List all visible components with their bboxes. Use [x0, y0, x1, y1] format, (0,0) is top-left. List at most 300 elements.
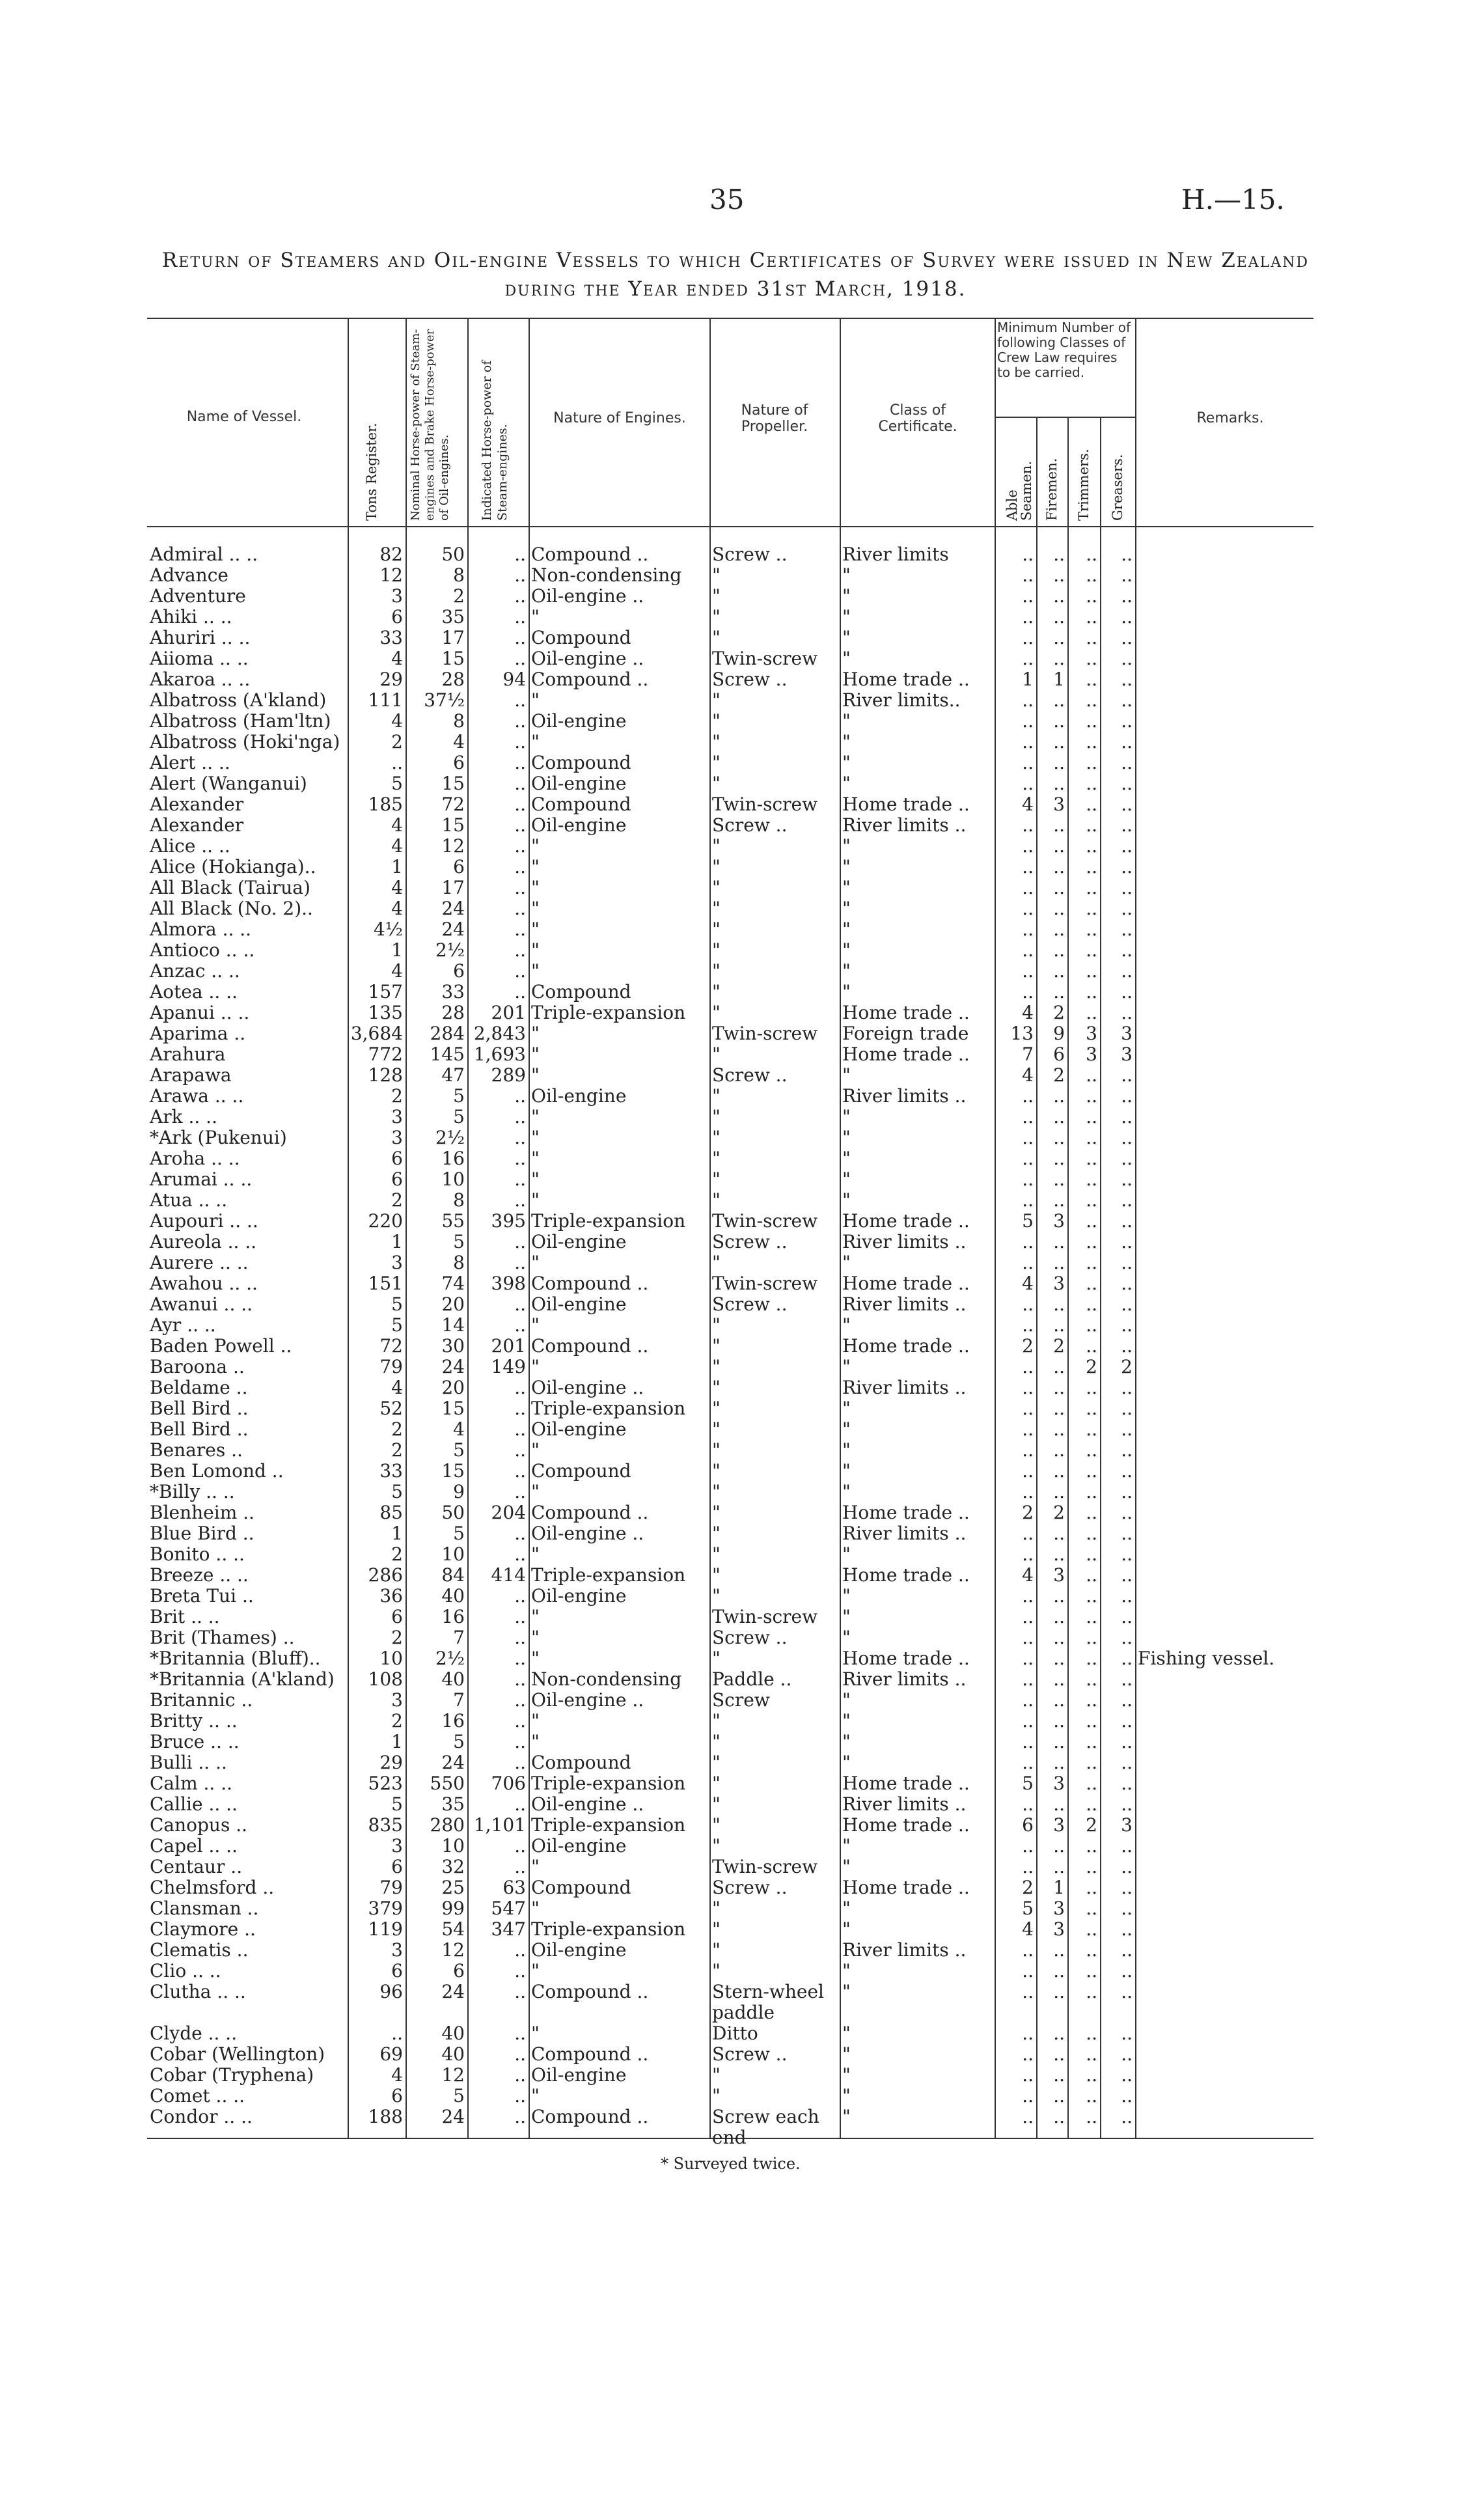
tons-register: 2: [391, 1419, 403, 1440]
nature-of-engines: Triple-expansion: [531, 1398, 686, 1419]
remarks: [1135, 1586, 1313, 1607]
firemen: ..: [1053, 1398, 1065, 1419]
table-row: [147, 919, 1313, 940]
table-row: [147, 1294, 1313, 1315]
nominal-horse-power: 40: [441, 1586, 465, 1607]
firemen: ..: [1053, 961, 1065, 982]
nominal-horse-power: 30: [441, 1336, 465, 1357]
header-name-of-vessel: Name of Vessel.: [186, 409, 302, 425]
indicated-horse-power: ..: [514, 2023, 526, 2044]
nature-of-propeller: ": [712, 1377, 721, 1398]
nature-of-engines: ": [531, 1607, 540, 1627]
nature-of-propeller: Screw ..: [712, 815, 788, 836]
greasers: ..: [1121, 1148, 1133, 1169]
nominal-horse-power: 15: [441, 648, 465, 669]
indicated-horse-power: ..: [514, 607, 526, 628]
table-row: [147, 1315, 1313, 1336]
indicated-horse-power: 201: [491, 1336, 526, 1357]
nature-of-engines: ": [531, 1857, 540, 1877]
able-seamen: ..: [1022, 690, 1034, 711]
tons-register: 29: [379, 669, 403, 690]
class-of-certificate: ": [842, 919, 851, 940]
trimmers: ..: [1086, 1919, 1097, 1940]
vessel-name: Aparima ..: [150, 1023, 246, 1044]
nature-of-engines: Oil-engine: [531, 1586, 627, 1607]
nominal-horse-power: 12: [441, 1940, 465, 1961]
table-row: [147, 1252, 1313, 1273]
class-of-certificate: River limits: [842, 544, 949, 565]
trimmers: ..: [1086, 2107, 1097, 2127]
tons-register: 111: [368, 690, 403, 711]
firemen: ..: [1053, 1523, 1065, 1544]
tons-register: 2: [391, 1086, 403, 1107]
tons-register: 5: [391, 1315, 403, 1336]
tons-register: 33: [379, 628, 403, 648]
tons-register: 12: [379, 565, 403, 586]
firemen: ..: [1053, 753, 1065, 773]
remarks: [1135, 1961, 1313, 1982]
document-reference: H.—15.: [1181, 184, 1285, 215]
trimmers: ..: [1086, 1732, 1097, 1752]
remarks: [1135, 1440, 1313, 1461]
nature-of-engines: Compound ..: [531, 1502, 649, 1523]
tons-register: 5: [391, 1294, 403, 1315]
remarks: [1135, 1877, 1313, 1898]
class-of-certificate: Home trade ..: [842, 1877, 970, 1898]
indicated-horse-power: ..: [514, 1690, 526, 1711]
greasers: ..: [1121, 919, 1133, 940]
vessel-name: Almora .. ..: [150, 919, 252, 940]
indicated-horse-power: ..: [514, 940, 526, 961]
trimmers: ..: [1086, 1982, 1097, 2002]
table-row: [147, 586, 1313, 607]
class-of-certificate: ": [842, 1440, 851, 1461]
nature-of-engines: ": [531, 1065, 540, 1086]
remarks: [1135, 1502, 1313, 1523]
class-of-certificate: River limits ..: [842, 1794, 967, 1815]
nature-of-propeller: ": [712, 1357, 721, 1377]
vessel-name: Chelmsford ..: [150, 1877, 275, 1898]
tons-register: 1: [391, 940, 403, 961]
firemen: ..: [1053, 1148, 1065, 1169]
nature-of-engines: ": [531, 857, 540, 877]
class-of-certificate: ": [842, 2065, 851, 2086]
nominal-horse-power: 2: [453, 586, 465, 607]
nature-of-engines: ": [531, 1148, 540, 1169]
nature-of-propeller: ": [712, 1794, 721, 1815]
indicated-horse-power: 398: [491, 1273, 526, 1294]
nominal-horse-power: 25: [441, 1877, 465, 1898]
greasers: ..: [1121, 1940, 1133, 1961]
table-row: [147, 1127, 1313, 1148]
nature-of-propeller: ": [712, 732, 721, 753]
indicated-horse-power: ..: [514, 690, 526, 711]
greasers: ..: [1121, 732, 1133, 753]
class-of-certificate: ": [842, 753, 851, 773]
class-of-certificate: Home trade ..: [842, 1815, 970, 1836]
class-of-certificate: Home trade ..: [842, 1648, 970, 1669]
tons-register: 772: [368, 1044, 403, 1065]
page-number: 35: [709, 184, 745, 215]
header-crew-group: Minimum Number of following Classes of Crew Law requires to be carried.: [997, 320, 1131, 380]
table-row: [147, 1877, 1313, 1898]
remarks: [1135, 586, 1313, 607]
class-of-certificate: ": [842, 1127, 851, 1148]
tons-register: 79: [379, 1877, 403, 1898]
trimmers: ..: [1086, 1398, 1097, 1419]
nature-of-propeller: ": [712, 1398, 721, 1419]
able-seamen: ..: [1022, 961, 1034, 982]
nature-of-propeller: Twin-screw: [712, 1607, 818, 1627]
class-of-certificate: ": [842, 1252, 851, 1273]
nature-of-propeller: ": [712, 1648, 721, 1669]
table-title: Return of Steamers and Oil-engine Vessels to which Certificates of Survey were issued in New Zealand during the Year ended 31st March, 1918.: [161, 249, 1310, 301]
class-of-certificate: ": [842, 1190, 851, 1211]
able-seamen: ..: [1022, 544, 1034, 565]
greasers: ..: [1121, 1211, 1133, 1232]
vessel-name: Bonito .. ..: [150, 1544, 245, 1565]
indicated-horse-power: 63: [502, 1877, 526, 1898]
tons-register: 72: [379, 1336, 403, 1357]
class-of-certificate: ": [842, 1919, 851, 1940]
nature-of-propeller: ": [712, 1940, 721, 1961]
tons-register: 3: [391, 1107, 403, 1127]
indicated-horse-power: ..: [514, 1440, 526, 1461]
nature-of-engines: ": [531, 2023, 540, 2044]
table-row: [147, 794, 1313, 815]
nature-of-propeller: ": [712, 940, 721, 961]
indicated-horse-power: ..: [514, 815, 526, 836]
tons-register: 157: [368, 982, 403, 1002]
able-seamen: ..: [1022, 648, 1034, 669]
greasers: ..: [1121, 1315, 1133, 1336]
remarks: [1135, 1669, 1313, 1690]
vessel-name: Ark .. ..: [150, 1107, 217, 1127]
nature-of-engines: Oil-engine: [531, 1294, 627, 1315]
remarks: [1135, 1732, 1313, 1752]
nominal-horse-power: 15: [441, 1461, 465, 1482]
table-row: [147, 1982, 1313, 2023]
able-seamen: ..: [1022, 1294, 1034, 1315]
tons-register: 69: [379, 2044, 403, 2065]
greasers: ..: [1121, 753, 1133, 773]
firemen: ..: [1053, 919, 1065, 940]
class-of-certificate: River limits ..: [842, 815, 967, 836]
able-seamen: ..: [1022, 2107, 1034, 2127]
vessel-name: *Billy .. ..: [150, 1482, 235, 1502]
class-of-certificate: ": [842, 773, 851, 794]
able-seamen: ..: [1022, 1544, 1034, 1565]
nature-of-propeller: ": [712, 1086, 721, 1107]
table-row: [147, 1461, 1313, 1482]
trimmers: ..: [1086, 1211, 1097, 1232]
nominal-horse-power: 10: [441, 1169, 465, 1190]
class-of-certificate: River limits ..: [842, 1086, 967, 1107]
able-seamen: 5: [1022, 1773, 1034, 1794]
indicated-horse-power: ..: [514, 857, 526, 877]
nature-of-engines: Oil-engine ..: [531, 1523, 644, 1544]
nominal-horse-power: 7: [453, 1690, 465, 1711]
indicated-horse-power: 2,843: [473, 1023, 526, 1044]
nominal-horse-power: 5: [453, 1086, 465, 1107]
nature-of-propeller: ": [712, 1482, 721, 1502]
nominal-horse-power: 2½: [435, 1127, 465, 1148]
vessel-name: Baden Powell ..: [150, 1336, 292, 1357]
remarks: [1135, 1273, 1313, 1294]
greasers: ..: [1121, 982, 1133, 1002]
firemen: ..: [1053, 732, 1065, 753]
nature-of-propeller: Twin-screw: [712, 794, 818, 815]
greasers: ..: [1121, 1982, 1133, 2002]
firemen: ..: [1053, 1961, 1065, 1982]
remarks: [1135, 815, 1313, 836]
able-seamen: ..: [1022, 2023, 1034, 2044]
table-row: [147, 1190, 1313, 1211]
firemen: ..: [1053, 1857, 1065, 1877]
tons-register: 4: [391, 1377, 403, 1398]
vessel-name: Aureola .. ..: [150, 1232, 257, 1252]
tons-register: 135: [368, 1002, 403, 1023]
class-of-certificate: ": [842, 2044, 851, 2065]
nature-of-engines: Triple-expansion: [531, 1773, 686, 1794]
remarks: [1135, 1315, 1313, 1336]
header-nature-of-engines: Nature of Engines.: [553, 410, 686, 426]
vessel-name: Beldame ..: [150, 1377, 248, 1398]
nominal-horse-power: 55: [441, 1211, 465, 1232]
greasers: ..: [1121, 607, 1133, 628]
able-seamen: ..: [1022, 1752, 1034, 1773]
trimmers: ..: [1086, 1377, 1097, 1398]
table-row: [147, 1961, 1313, 1982]
nature-of-propeller: ": [712, 1836, 721, 1857]
nature-of-engines: Compound: [531, 1461, 631, 1482]
tons-register: 188: [368, 2107, 403, 2127]
indicated-horse-power: ..: [514, 1148, 526, 1169]
able-seamen: ..: [1022, 1127, 1034, 1148]
nature-of-engines: ": [531, 1044, 540, 1065]
class-of-certificate: Home trade ..: [842, 669, 970, 690]
firemen: ..: [1053, 1690, 1065, 1711]
table-row: [147, 2065, 1313, 2086]
tons-register: 286: [368, 1565, 403, 1586]
indicated-horse-power: 1,101: [473, 1815, 526, 1836]
remarks: [1135, 1544, 1313, 1565]
able-seamen: ..: [1022, 1107, 1034, 1127]
vessel-name: Albatross (Ham'ltn): [150, 711, 331, 732]
remarks: [1135, 982, 1313, 1002]
table-row: [147, 877, 1313, 898]
class-of-certificate: ": [842, 1065, 851, 1086]
indicated-horse-power: ..: [514, 1794, 526, 1815]
nature-of-engines: Compound ..: [531, 2107, 649, 2127]
nature-of-engines: Compound ..: [531, 1273, 649, 1294]
greasers: ..: [1121, 1898, 1133, 1919]
nature-of-propeller: ": [712, 773, 721, 794]
class-of-certificate: ": [842, 1148, 851, 1169]
class-of-certificate: ": [842, 1398, 851, 1419]
nature-of-propeller: ": [712, 1502, 721, 1523]
able-seamen: ..: [1022, 2065, 1034, 2086]
table-row: [147, 669, 1313, 690]
trimmers: ..: [1086, 1273, 1097, 1294]
table-row: [147, 857, 1313, 877]
nature-of-engines: Oil-engine: [531, 1419, 627, 1440]
nature-of-engines: Oil-engine: [531, 1086, 627, 1107]
nature-of-engines: Triple-expansion: [531, 1919, 686, 1940]
header-trimmers: Trimmers.: [1076, 449, 1092, 521]
indicated-horse-power: ..: [514, 1482, 526, 1502]
nature-of-engines: Compound: [531, 1877, 631, 1898]
class-of-certificate: Home trade ..: [842, 794, 970, 815]
table-row: [147, 1148, 1313, 1169]
table-row: [147, 1773, 1313, 1794]
greasers: ..: [1121, 669, 1133, 690]
able-seamen: ..: [1022, 773, 1034, 794]
nature-of-engines: Compound: [531, 794, 631, 815]
trimmers: ..: [1086, 1169, 1097, 1190]
remarks: [1135, 1086, 1313, 1107]
indicated-horse-power: ..: [514, 877, 526, 898]
able-seamen: 2: [1022, 1877, 1034, 1898]
trimmers: ..: [1086, 1961, 1097, 1982]
trimmers: ..: [1086, 1086, 1097, 1107]
trimmers: ..: [1086, 544, 1097, 565]
vessel-name: *Britannia (Bluff)..: [150, 1648, 321, 1669]
greasers: ..: [1121, 1586, 1133, 1607]
tons-register: 151: [368, 1273, 403, 1294]
trimmers: ..: [1086, 1877, 1097, 1898]
greasers: ..: [1121, 1107, 1133, 1127]
nature-of-propeller: ": [712, 1898, 721, 1919]
nominal-horse-power: 7: [453, 1627, 465, 1648]
table-row: [147, 1169, 1313, 1190]
table-row: [147, 2086, 1313, 2107]
greasers: ..: [1121, 940, 1133, 961]
remarks: [1135, 1523, 1313, 1544]
class-of-certificate: ": [842, 1107, 851, 1127]
table-row: [147, 544, 1313, 565]
nature-of-engines: Compound: [531, 628, 631, 648]
table-row: [147, 940, 1313, 961]
header-nature-of-propeller: Nature of Propeller.: [741, 402, 808, 435]
firemen: ..: [1053, 565, 1065, 586]
nominal-horse-power: 28: [441, 669, 465, 690]
vessel-name: Awahou .. ..: [150, 1273, 258, 1294]
table-row: [147, 565, 1313, 586]
class-of-certificate: ": [842, 1586, 851, 1607]
tons-register: 5: [391, 1482, 403, 1502]
vessel-name: Breeze .. ..: [150, 1565, 249, 1586]
nature-of-propeller: Screw ..: [712, 1065, 788, 1086]
nominal-horse-power: 24: [441, 2107, 465, 2127]
able-seamen: ..: [1022, 1315, 1034, 1336]
class-of-certificate: River limits ..: [842, 1377, 967, 1398]
firemen: ..: [1053, 1982, 1065, 2002]
vessel-name: Aroha .. ..: [150, 1148, 240, 1169]
nature-of-engines: Compound: [531, 1752, 631, 1773]
nature-of-engines: ": [531, 836, 540, 857]
trimmers: ..: [1086, 836, 1097, 857]
firemen: 3: [1053, 1211, 1065, 1232]
class-of-certificate: Home trade ..: [842, 1211, 970, 1232]
table-row: [147, 1336, 1313, 1357]
firemen: ..: [1053, 1461, 1065, 1482]
able-seamen: ..: [1022, 1586, 1034, 1607]
remarks: [1135, 669, 1313, 690]
firemen: ..: [1053, 2086, 1065, 2107]
tons-register: 185: [368, 794, 403, 815]
class-of-certificate: Foreign trade: [842, 1023, 969, 1044]
nature-of-engines: ": [531, 1190, 540, 1211]
header-firemen: Firemen.: [1044, 458, 1060, 521]
nature-of-propeller: ": [712, 961, 721, 982]
nominal-horse-power: 12: [441, 836, 465, 857]
tons-register: ..: [391, 2023, 403, 2044]
table-row: [147, 836, 1313, 857]
trimmers: ..: [1086, 1419, 1097, 1440]
nature-of-propeller: Screw ..: [712, 1627, 788, 1648]
nominal-horse-power: 8: [453, 1190, 465, 1211]
table-row: [147, 1732, 1313, 1752]
nature-of-propeller: Twin-screw: [712, 648, 818, 669]
vessel-name: Aupouri .. ..: [150, 1211, 258, 1232]
table-row: [147, 1065, 1313, 1086]
indicated-horse-power: ..: [514, 1752, 526, 1773]
able-seamen: 4: [1022, 794, 1034, 815]
remarks: [1135, 1127, 1313, 1148]
indicated-horse-power: 1,693: [473, 1044, 526, 1065]
table-row: [147, 1107, 1313, 1127]
trimmers: ..: [1086, 794, 1097, 815]
crew-group-rule: [995, 417, 1135, 418]
firemen: ..: [1053, 1940, 1065, 1961]
class-of-certificate: ": [842, 1690, 851, 1711]
nominal-horse-power: 6: [453, 857, 465, 877]
nature-of-engines: Oil-engine ..: [531, 1690, 644, 1711]
firemen: ..: [1053, 898, 1065, 919]
trimmers: ..: [1086, 2044, 1097, 2065]
class-of-certificate: River limits ..: [842, 1940, 967, 1961]
table-row: [147, 1482, 1313, 1502]
tons-register: 6: [391, 607, 403, 628]
class-of-certificate: Home trade ..: [842, 1565, 970, 1586]
nominal-horse-power: 6: [453, 753, 465, 773]
trimmers: ..: [1086, 1440, 1097, 1461]
nature-of-propeller: ": [712, 1044, 721, 1065]
remarks: [1135, 2086, 1313, 2107]
firemen: ..: [1053, 2107, 1065, 2127]
remarks: [1135, 1940, 1313, 1961]
trimmers: ..: [1086, 711, 1097, 732]
firemen: ..: [1053, 1315, 1065, 1336]
firemen: ..: [1053, 1190, 1065, 1211]
indicated-horse-power: ..: [514, 1523, 526, 1544]
class-of-certificate: Home trade ..: [842, 1502, 970, 1523]
firemen: ..: [1053, 1711, 1065, 1732]
nominal-horse-power: 6: [453, 961, 465, 982]
table-row: [147, 1377, 1313, 1398]
class-of-certificate: ": [842, 1315, 851, 1336]
tons-register: 1: [391, 857, 403, 877]
remarks: [1135, 940, 1313, 961]
firemen: ..: [1053, 1752, 1065, 1773]
table-row: [147, 1440, 1313, 1461]
firemen: 1: [1053, 1877, 1065, 1898]
vessel-name: Albatross (A'kland): [150, 690, 327, 711]
nature-of-engines: Triple-expansion: [531, 1815, 686, 1836]
table-row: [147, 1627, 1313, 1648]
nature-of-engines: ": [531, 2086, 540, 2107]
